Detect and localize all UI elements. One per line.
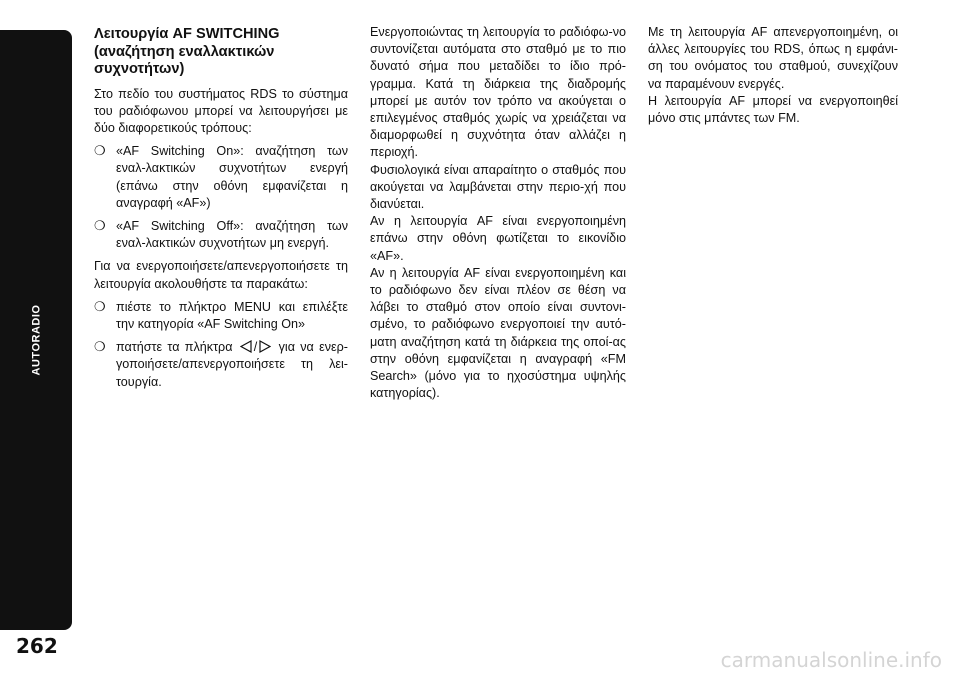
section-label-text: AUTORADIO	[30, 304, 43, 376]
ring-bullet-icon: ❍	[94, 144, 106, 160]
paragraph: Αν η λειτουργία AF είναι ενεργοποιημένη επάνω στην οθόνη φωτίζεται το εικονίδιο «AF».	[370, 214, 626, 263]
instructions-paragraph: Για να ενεργοποιήσετε/απενεργοποιήσετε τη λειτουργία ακολουθήστε τα παρακάτω:	[94, 259, 348, 291]
step-text-after: για να ενερ-γοποιήσετε/απενεργοποιήσετε τη λει-τουργία.	[116, 340, 349, 389]
left-triangle-icon	[240, 340, 252, 353]
list-item-text: «AF Switching Off»: αναζήτηση των εναλ-λακτικών συχνοτήτων μη ενεργή.	[116, 218, 348, 251]
ring-bullet-icon: ❍	[94, 299, 106, 315]
list-item	[94, 218, 348, 252]
step-text: πιέστε το πλήκτρο MENU και επιλέξτε την κατηγορία «AF Switching On»	[116, 299, 348, 331]
watermark-text: carmanualsonline.info	[720, 648, 942, 672]
paragraph: Φυσιολογικά είναι απαραίτητο ο σταθμός που ακούγεται να λαμβάνεται στην περιο-χή που διανύεται.	[370, 162, 626, 212]
right-triangle-icon	[259, 340, 271, 353]
paragraph: Με τη λειτουργία AF απενεργοποιημένη, οι άλλες λειτουργίες του RDS, όπως η εμφάνι-ση του ονόματος του σταθμού, συνεχίζουν να παραμένουν ενεργές.	[648, 25, 898, 91]
list-item	[94, 143, 348, 212]
ring-bullet-icon: ❍	[94, 340, 106, 356]
step-item	[94, 339, 348, 391]
section-side-label	[26, 290, 46, 390]
step-text	[116, 339, 348, 391]
step-separator: /	[253, 340, 258, 355]
paragraph: Ενεργοποιώντας τη λειτουργία το ραδιόφω-νο συντονίζεται αυτόματα στο σταθμό με το πιο δυνατό σήμα που μεταδίδει το ίδιο πρό-γραμμα. Κατά τη διάρκεια της διαδρομής μπορεί με αυτόν τον τρόπο να ακούγεται ο επιλεγμένος σταθμός χωρίς να χρειάζεται να διαμορφωθεί η συχνότητα όταν αλλάζει η περιοχή.	[370, 25, 626, 160]
paragraph: Η λειτουργία AF μπορεί να ενεργοποιηθεί μόνο στις μπάντες των FM.	[648, 93, 898, 126]
page-number: 262	[16, 634, 58, 658]
column-3	[648, 24, 898, 127]
paragraph: Αν η λειτουργία AF είναι ενεργοποιημένη και το ραδιόφωνο δεν είναι πλέον σε θέση να λάβει το σταθμό στον οποίο είναι συντονι-σμένο, το ραδιόφωνο ενεργοποιεί την αυτό-ματη αναζήτηση κατά τη διάρκεια της οποί-ας στην οθόνη εμφανίζεται η αναγραφή «FM Search» (μόνο για το ηχοσύστημα υψηλής κατηγορίας).	[370, 265, 626, 401]
step-item	[94, 299, 348, 333]
step-text-before: πατήστε τα πλήκτρα	[116, 340, 233, 355]
column-2	[370, 24, 626, 402]
section-heading: Λειτουργία AF SWITCHING (αναζήτηση εναλλακτικών συχνοτήτων)	[94, 26, 280, 77]
ring-bullet-icon: ❍	[94, 218, 106, 234]
list-item-text: «AF Switching On»: αναζήτηση των εναλ-λακτικών συχνοτήτων ενεργή (επάνω στην οθόνη εμφανίζεται η αναγραφή «AF»)	[116, 144, 348, 210]
intro-paragraph: Στο πεδίο του συστήματος RDS το σύστημα του ραδιόφωνου μπορεί να λειτουργήσει με δύο διαφορετικούς τρόπους:	[94, 86, 348, 135]
column-1	[94, 26, 348, 397]
